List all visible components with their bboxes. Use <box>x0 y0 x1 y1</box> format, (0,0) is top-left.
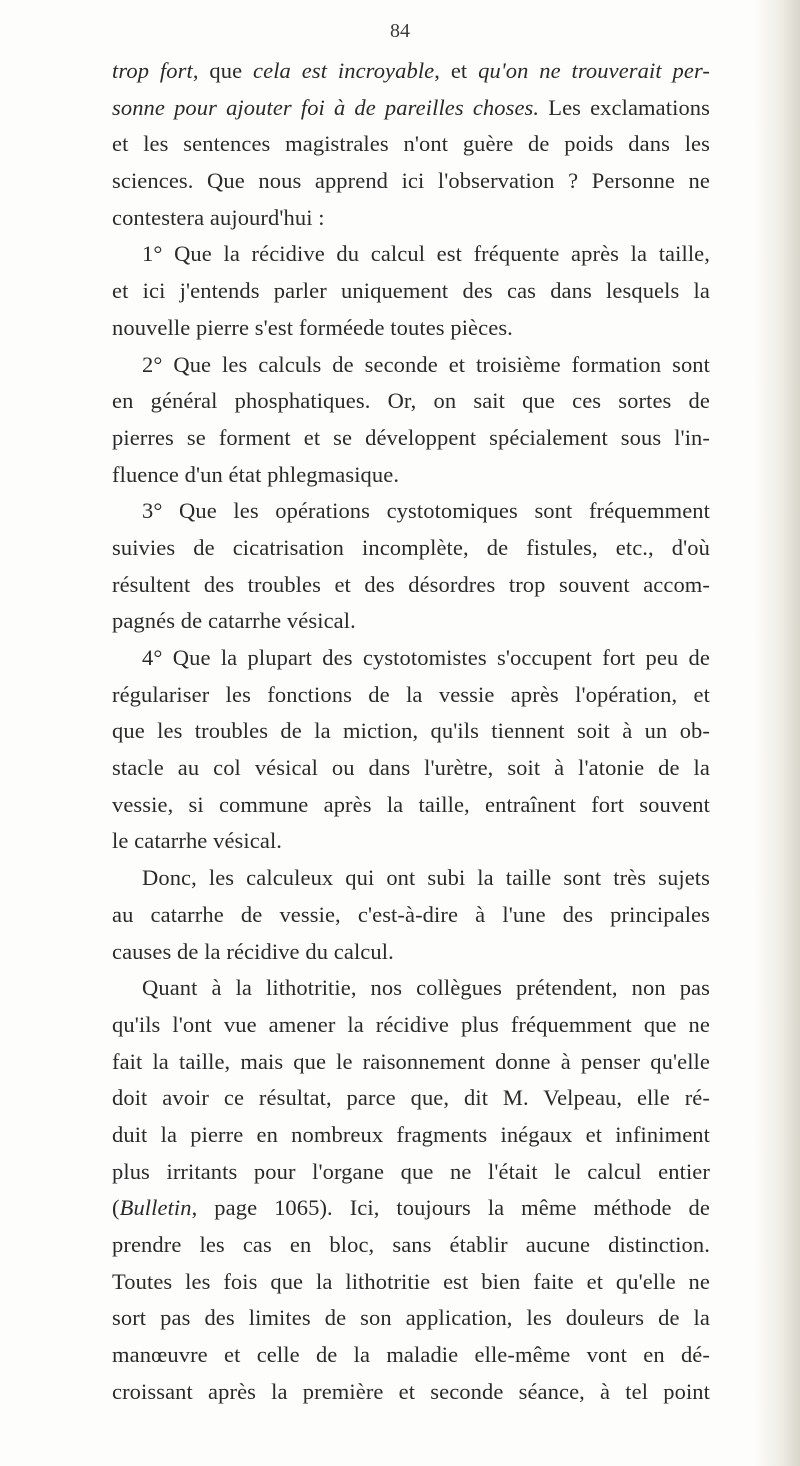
text-line <box>112 1154 710 1191</box>
text-line <box>112 126 710 163</box>
text-line <box>112 1190 710 1227</box>
text-line <box>112 1007 710 1044</box>
text-segment: ( <box>112 1195 120 1221</box>
text-segment: prendre les cas en bloc, sans établir aucune distinction. <box>112 1232 710 1257</box>
text-segment: sciences. Que nous apprend ici l'observation ? Personne ne <box>112 168 710 194</box>
text-line <box>112 567 710 604</box>
text-segment: causes de la récidive du calcul. <box>112 938 394 964</box>
italic-text: Bulletin <box>119 1195 192 1221</box>
text-segment: Quant à la lithotritie, nos collègues prétendent, non pas <box>142 975 710 1001</box>
text-segment: pierres se forment et se développent spécialement sous l'in- <box>112 424 710 450</box>
text-line <box>112 1337 710 1374</box>
page-number: 84 <box>390 20 410 42</box>
text-segment: duit la pierre en nombreux fragments inégaux et infiniment <box>112 1121 710 1147</box>
text-line <box>112 970 710 1007</box>
text-segment: manœuvre et celle de la maladie elle-même vont en dé- <box>112 1342 710 1368</box>
text-line <box>112 236 710 273</box>
text-segment: contestera aujourd'hui : <box>112 204 325 230</box>
text-segment: 4° Que la plupart des cystotomistes s'occupent fort peu de <box>142 645 710 670</box>
text-line <box>112 1117 710 1154</box>
text-segment: 2° Que les calculs de seconde et troisième formation sont <box>142 351 710 377</box>
text-line <box>112 934 710 971</box>
text-line <box>112 53 710 90</box>
text-line <box>112 90 710 127</box>
italic-text: trop fort <box>112 58 193 83</box>
text-segment: , page 1065). Ici, toujours la même méthode de <box>191 1195 710 1221</box>
text-line <box>112 310 710 347</box>
text-line <box>112 273 710 310</box>
text-line <box>112 787 710 824</box>
text-line <box>112 603 710 640</box>
text-line <box>112 1264 710 1301</box>
text-line <box>112 347 710 384</box>
text-line <box>112 640 710 677</box>
text-segment: , et <box>434 58 479 83</box>
text-segment: doit avoir ce résultat, parce que, dit M. Velpeau, elle ré- <box>112 1085 710 1111</box>
text-line <box>112 200 710 237</box>
text-segment: que les troubles de la miction, qu'ils tiennent soit à un ob- <box>112 718 710 744</box>
text-segment: 1° Que la récidive du calcul est fréquente après la taille, <box>142 241 710 267</box>
text-segment: régulariser les fonctions de la vessie après l'opération, et <box>112 681 710 707</box>
page-gutter-shadow <box>754 0 800 1466</box>
body-text <box>112 53 710 1410</box>
text-line <box>112 1227 710 1264</box>
text-line <box>112 897 710 934</box>
text-line <box>112 860 710 897</box>
text-line <box>112 677 710 714</box>
text-segment: plus irritants pour l'organe que ne l'était le calcul entier <box>112 1158 710 1184</box>
text-segment: vessie, si commune après la taille, entraînent fort souvent <box>112 791 710 817</box>
text-segment: le catarrhe vésical. <box>112 828 283 854</box>
text-segment: résultent des troubles et des désordres trop souvent accom- <box>112 571 710 597</box>
text-segment: en général phosphatiques. Or, on sait que ces sortes de <box>112 388 710 414</box>
text-segment: fait la taille, mais que le raisonnement donne à penser qu'elle <box>112 1048 710 1074</box>
text-segment: Les exclamations <box>539 94 710 120</box>
text-line <box>112 420 710 457</box>
text-segment: pagnés de catarrhe vésical. <box>112 608 356 634</box>
text-segment: sort pas des limites de son application, les douleurs de la <box>112 1305 710 1331</box>
text-segment: stacle au col vésical ou dans l'urètre, soit à l'atonie de la <box>112 755 710 781</box>
text-line <box>112 493 710 530</box>
text-segment: Toutes les fois que la lithotritie est bien faite et qu'elle ne <box>112 1268 710 1294</box>
italic-text: sonne pour ajouter foi à de pareilles choses. <box>112 94 540 120</box>
text-line <box>112 530 710 567</box>
text-line <box>112 713 710 750</box>
text-line <box>112 750 710 787</box>
text-segment: et les sentences magistrales n'ont guère de poids dans les <box>112 131 710 157</box>
italic-text: cela est incroyable <box>253 58 435 83</box>
italic-text: qu'on ne trouverait per- <box>478 58 710 83</box>
text-segment: qu'ils l'ont vue amener la récidive plus fréquemment que ne <box>112 1011 710 1037</box>
text-segment: Donc, les calculeux qui ont subi la taille sont très sujets <box>142 865 710 891</box>
text-line <box>112 383 710 420</box>
text-segment: , que <box>192 58 254 83</box>
text-line <box>112 1374 710 1411</box>
text-segment: fluence d'un état phlegmasique. <box>112 461 400 487</box>
text-segment: croissant après la première et seconde séance, à tel point <box>112 1378 710 1404</box>
text-segment: au catarrhe de vessie, c'est-à-dire à l'une des principales <box>112 901 710 927</box>
text-segment: et ici j'entends parler uniquement des cas dans lesquels la <box>112 278 710 304</box>
text-segment: nouvelle pierre s'est forméede toutes pièces. <box>112 314 513 340</box>
text-line <box>112 457 710 494</box>
text-segment: 3° Que les opérations cystotomiques sont fréquemment <box>142 498 710 524</box>
text-segment: suivies de cicatrisation incomplète, de fistules, etc., d'où <box>112 534 710 560</box>
text-line <box>112 823 710 860</box>
text-line <box>112 1080 710 1117</box>
text-line <box>112 163 710 200</box>
text-line <box>112 1300 710 1337</box>
text-line <box>112 1044 710 1081</box>
